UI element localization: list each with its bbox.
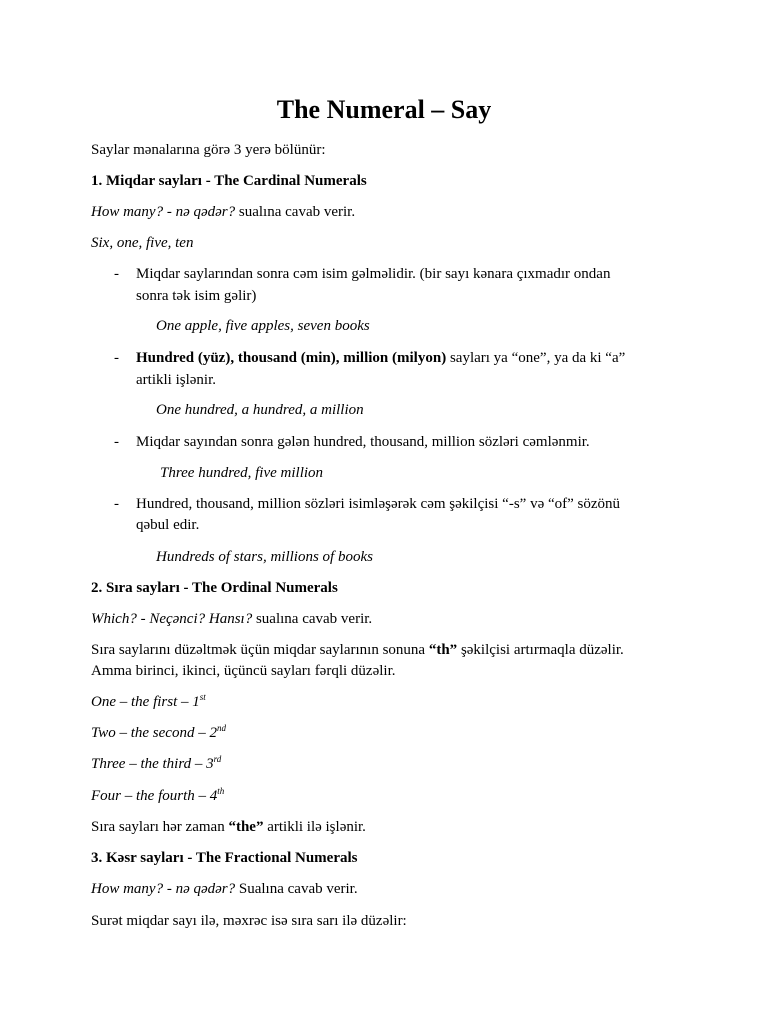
bullet-2-line-1 — [136, 348, 625, 369]
bullet-3-example: Three hundred, five million — [160, 465, 324, 481]
ordinal-example-text: Two – the second – 2 — [91, 725, 217, 741]
ordinal-rule-text-b: şəkilçisi artırmaqla düzəlir. — [457, 642, 624, 658]
ordinal-example — [91, 754, 221, 775]
ordinal-example-text: One – the first – 1 — [91, 694, 200, 710]
page-title: The Numeral – Say — [276, 95, 492, 124]
intro-text: Saylar mənalarına görə 3 yerə bölünür: — [91, 142, 326, 158]
cardinal-question — [91, 202, 355, 223]
bullet-2-example: One hundred, a hundred, a million — [156, 402, 364, 418]
bullet-4-line-1: Hundred, thousand, million sözləri isimləşərək cəm şəkilçisi “-s” və “of” sözönü — [136, 496, 621, 512]
ordinal-example-text: Three – the third – 3 — [91, 756, 214, 772]
ordinal-example — [91, 692, 206, 713]
fractional-heading: 3. Kəsr sayları - The Fractional Numerals — [91, 850, 358, 866]
fractional-question-italic: How many? - nə qədər? — [91, 881, 236, 897]
ordinal-article-bold: “the” — [228, 819, 264, 835]
ordinal-rule-bold: “th” — [428, 642, 458, 658]
ordinal-article-text-a: Sıra sayları hər zaman — [91, 819, 229, 835]
ordinal-example — [91, 723, 226, 744]
cardinal-examples: Six, one, five, ten — [91, 235, 194, 251]
bullet-2-bold-text: Hundred (yüz), thousand (min), million (milyon) — [136, 350, 447, 366]
bullet-2-line-2: artikli işlənir. — [136, 372, 216, 388]
ordinal-example — [91, 786, 224, 807]
bullet-dash: - — [114, 350, 119, 366]
bullet-1-example: One apple, five apples, seven books — [156, 318, 370, 334]
ordinal-heading: 2. Sıra sayları - The Ordinal Numerals — [91, 580, 338, 596]
fractional-rule: Surət miqdar sayı ilə, məxrəc isə sıra sarı ilə düzəlir: — [91, 913, 407, 929]
bullet-4-example: Hundreds of stars, millions of books — [156, 549, 373, 565]
fractional-question-rest: Sualına cavab verir. — [235, 881, 358, 897]
ordinal-rule-line-2: Amma birinci, ikinci, üçüncü sayları fərqli düzəlir. — [91, 663, 396, 679]
cardinal-question-rest: sualına cavab verir. — [235, 204, 356, 220]
bullet-3-line-1: Miqdar sayından sonra gələn hundred, thousand, million sözləri cəmlənmir. — [136, 434, 590, 450]
bullet-dash: - — [114, 496, 119, 512]
ordinal-example-suffix: th — [217, 786, 225, 796]
ordinal-article-text-b: artikli ilə işlənir. — [263, 819, 366, 835]
ordinal-rule-text-a: Sıra saylarını düzəltmək üçün miqdar saylarının sonuna — [91, 642, 429, 658]
ordinal-question-rest: sualına cavab verir. — [252, 611, 373, 627]
ordinal-question — [91, 609, 372, 630]
bullet-4-line-2: qəbul edir. — [136, 517, 200, 533]
ordinal-question-italic: Which? - Neçənci? Hansı? — [91, 611, 253, 627]
ordinal-rule-line-1 — [91, 640, 624, 661]
bullet-dash: - — [114, 266, 119, 282]
cardinal-heading: 1. Miqdar sayları - The Cardinal Numerals — [91, 173, 367, 189]
ordinal-example-suffix: rd — [213, 754, 222, 764]
bullet-dash: - — [114, 434, 119, 450]
bullet-2-rest-text: sayları ya “one”, ya da ki “a” — [446, 350, 626, 366]
bullet-1-line-1: Miqdar saylarından sonra cəm isim gəlməlidir. (bir sayı kənara çıxmadır ondan — [136, 266, 611, 282]
ordinal-example-suffix: st — [199, 692, 206, 702]
ordinal-example-suffix: nd — [216, 723, 226, 733]
cardinal-question-italic: How many? - nə qədər? — [91, 204, 236, 220]
ordinal-article-rule — [91, 817, 366, 838]
bullet-1-line-2: sonra tək isim gəlir) — [136, 288, 257, 304]
ordinal-example-text: Four – the fourth – 4 — [91, 788, 218, 804]
fractional-question — [91, 879, 358, 900]
